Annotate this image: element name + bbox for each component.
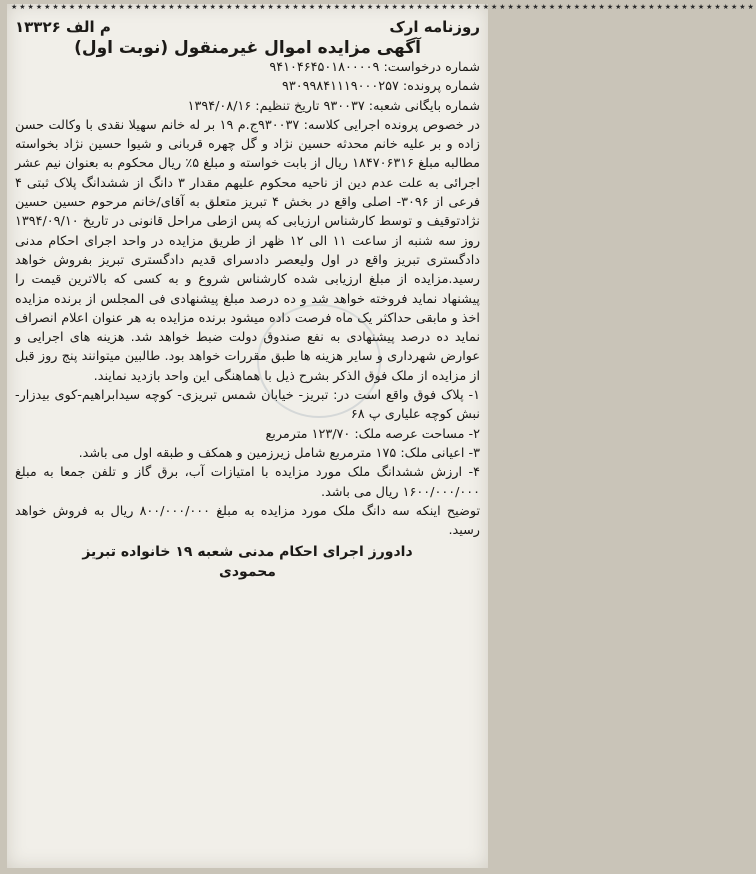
request-number: شماره درخواست: ۹۴۱۰۴۶۴۵۰۱۸۰۰۰۰۹ (269, 60, 480, 75)
case-number: شماره پرونده: ۹۳۰۹۹۸۴۱۱۱۹۰۰۰۲۵۷ (282, 79, 480, 95)
building-area: ۳- اعیانی ملک: ۱۷۵ مترمربع شامل زیرزمین و همکف و طبقه اول می باشد. (78, 445, 480, 461)
star-border-decoration: ★★★★★★★★★★★★★★★★★★★★★★★★★★★★★★★★★★★★★★★★★★★★★★★★★★★★★★★★★★★★★★★★★★★★★★★★★★★★★★★★★★★★★★★★★★ (11, 3, 756, 11)
sale-explanation: توضیح اینکه سه دانگ ملک مورد مزایده به مبلغ ۸۰۰/۰۰۰/۰۰۰ ریال به فروش خواهد رسید. (15, 503, 481, 539)
archive-number-date: شماره بایگانی شعبه: ۹۳۰۰۳۷ تاریخ تنظیم: ۱۳۹۴/۰۸/۱۶ (187, 98, 480, 114)
property-value: ۴- ارزش ششدانگ ملک مورد مزایده با امتیازات آب، برق گاز و تلفن جمعا به مبلغ ۱۶۰۰/۰۰۰/۰۰۰ ریال می باشد. (15, 465, 480, 500)
signature-block (15, 542, 480, 582)
notice-body: در خصوص پرونده اجرایی کلاسه: ۹۳۰۰۳۷ج.م ۱۹ بر له خانم سهیلا نقدی با وکالت حسن زاده و بر علیه خانم محدثه حسین نژاد و گل چهره قربانی و شیوا حسین نژاد بخواسته مطالبه مبلغ ۱۸۴۷۰۶۳۱۶ ریال از بابت خواسته و مبلغ ۵٪ ریال محکوم به بعنوان نیم عشر اجرائی به علت عدم دین از ناحیه محکوم علیهم مقدار ۳ دانگ از ششدانگ پلاک ثبتی ۴ فرعی از ۳۰۹۶- اصلی واقع در بخش ۴ تبریز متعلق به آقای/خانم مرحوم حسین حسین نژادتوقیف و توسط کارشناس ارزیابی که پس ازطی مراحل قانونی در تاریخ ۱۳۹۴/۰۹/۱۰ روز سه شنبه از ساعت ۱۱ الی ۱۲ ظهر از طریق مزایده در واحد اجرای احکام مدنی دادگستری تبریز واقع در اول ولیعصر دادسرای قدیم دادگستری تبریز بفروش خواهد رسید.مزایده از مبلغ ارزیابی شده کارشناس شروع و به کسی که بالاترین قیمت را پیشنهاد نماید فروخته خواهد شد و ده درصد مبلغ پیشنهادی فی المجلس از برنده مزایده اخذ و مابقی حداکثر یک ماه فرصت داده میشود برنده مزایده به هر عنوان اعلام انصراف نماید ده درصد پیشنهادی به نفع صندوق دولت ضبط خواهد شد. هزینه های اجرایی و عوارض شهرداری و سایر هزینه ها طبق مقررات خواهد بود. طالبین میتوانند پنج روز قبل از مزایده از ملک فوق الذکر بشرح ذیل با هماهنگی این واحد بازدید نمایند. (15, 117, 481, 384)
newspaper-name: روزنامه ارک (389, 18, 480, 36)
land-area: ۲- مساحت عرصه ملک: ۱۲۳/۷۰ مترمربع (265, 426, 480, 442)
newspaper-clipping (7, 3, 756, 868)
clipping-header (15, 18, 480, 36)
signature-office: دادورز اجرای احکام مدنی شعبه ۱۹ خانواده تبریز (82, 544, 413, 561)
notice-title: آگهی مزایده اموال غیرمنقول (نوبت اول) (74, 38, 421, 58)
property-address: ۱- پلاک فوق واقع است در: تبریز- خیابان شمس تبریزی- کوچه سیدابراهیم-کوی بیدزار- نبش کوچه علیاری پ ۶۸ (15, 388, 480, 423)
notice-code: م الف ۱۳۳۲۶ (15, 18, 111, 36)
signature-name: محمودی (219, 564, 276, 581)
